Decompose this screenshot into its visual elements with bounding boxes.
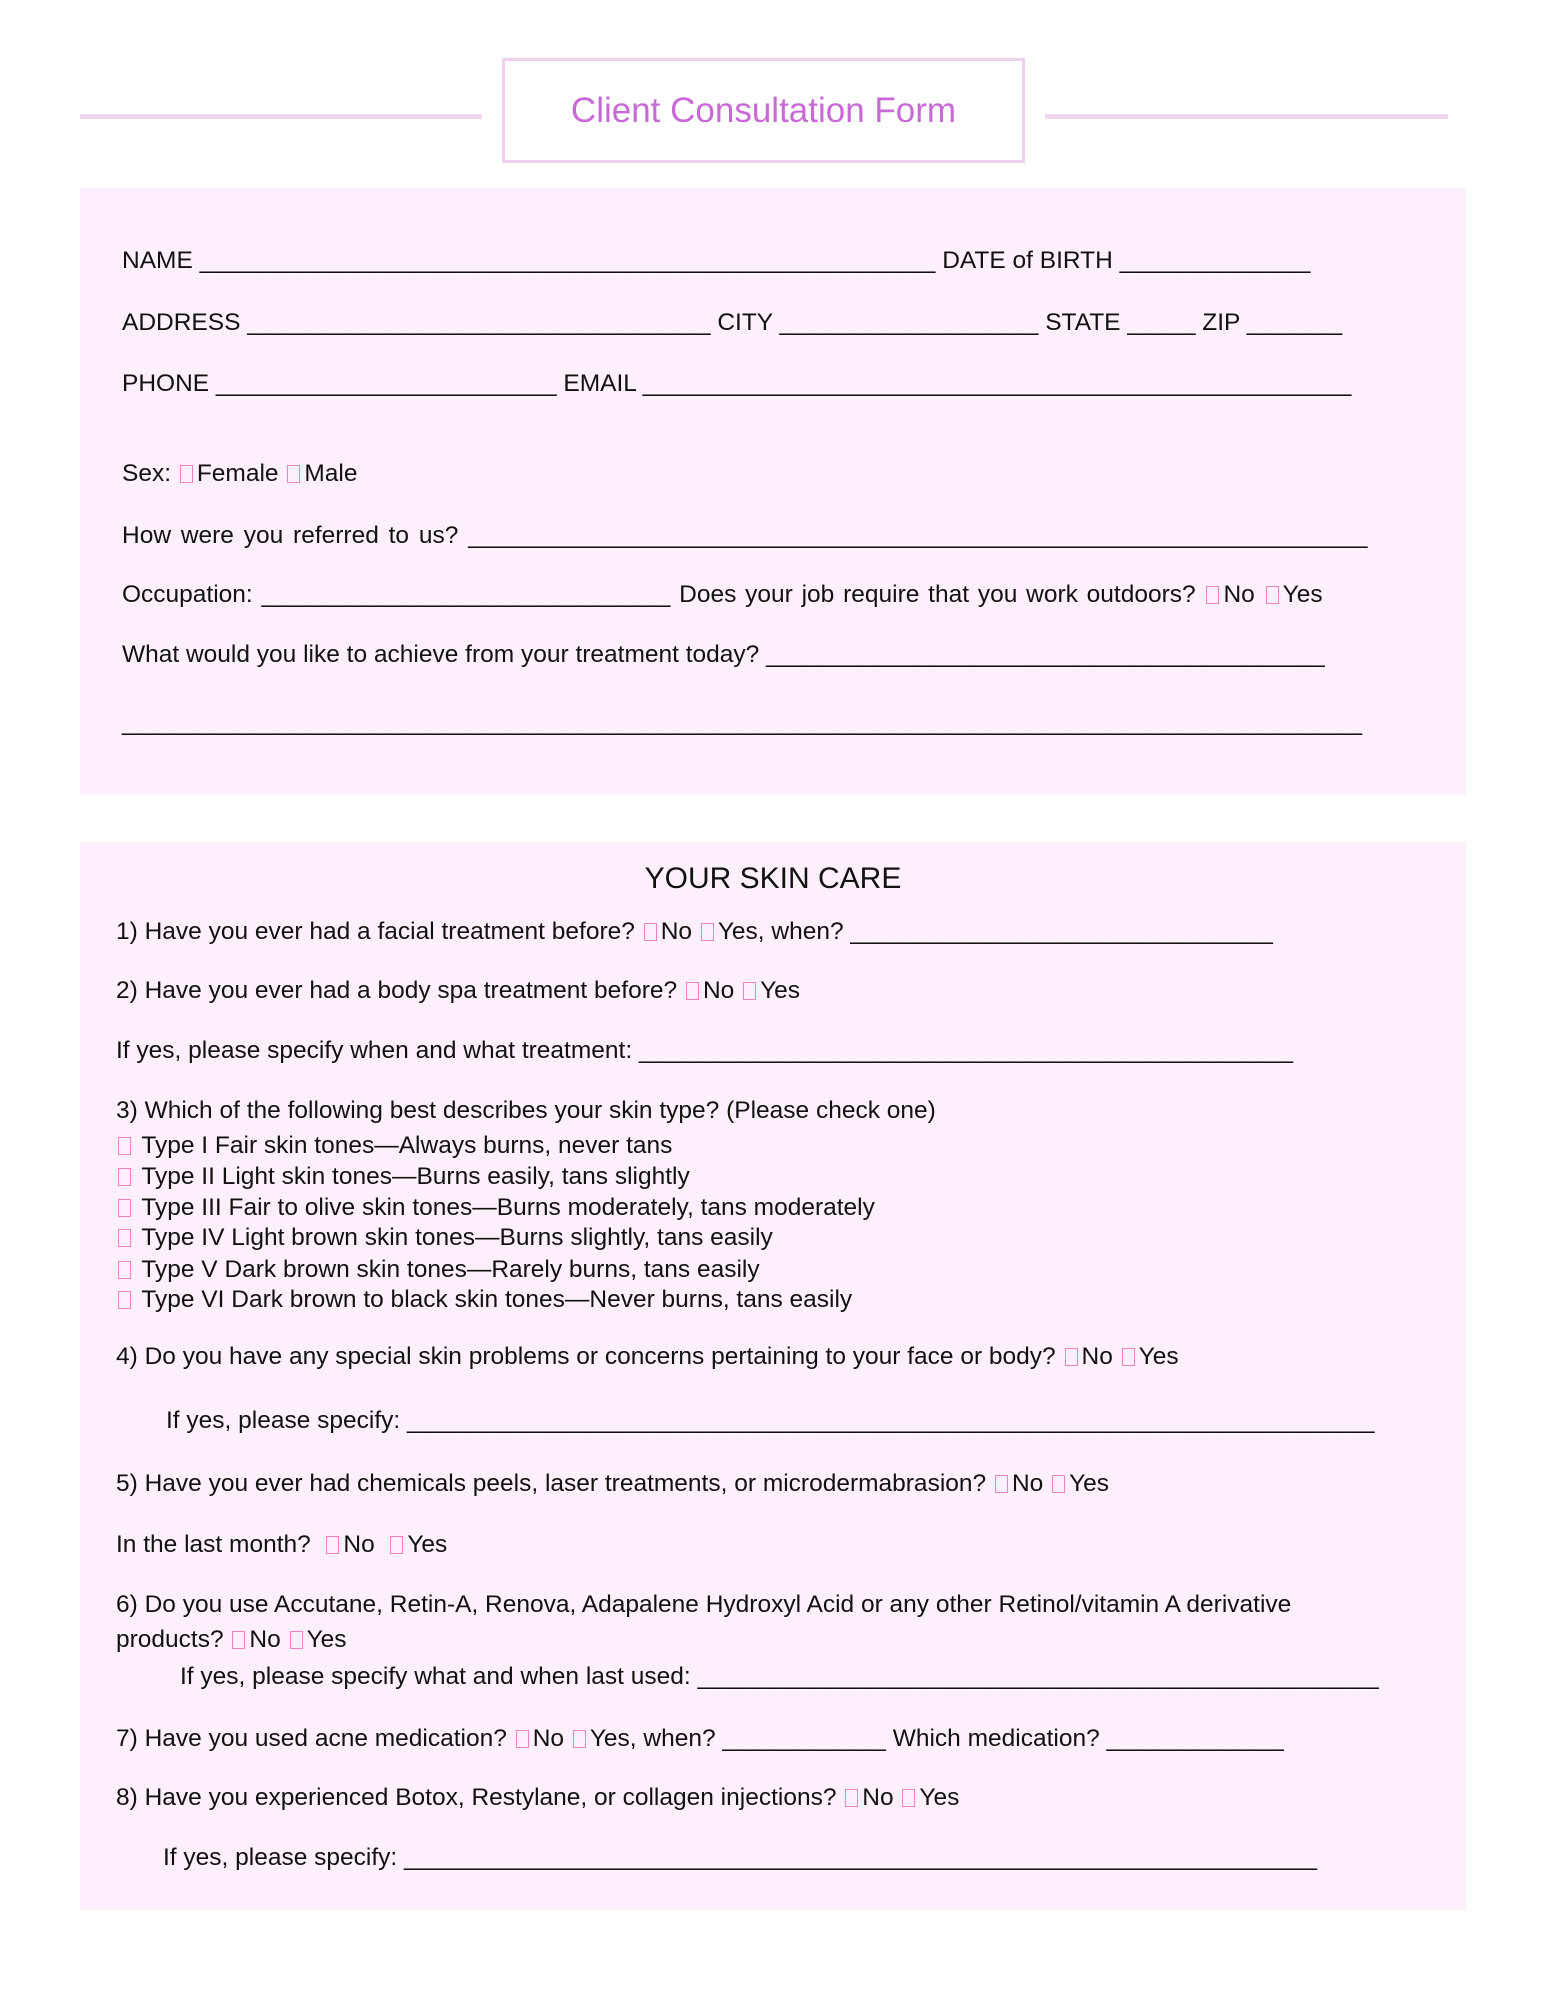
q1-text: 1) Have you ever had a facial treatment before?	[116, 918, 635, 945]
skin-type-option[interactable]	[116, 1131, 672, 1161]
no-label: No	[702, 977, 735, 1004]
outdoors-no-checkbox[interactable]	[1206, 586, 1219, 604]
yes-label: Yes	[1069, 1470, 1110, 1497]
q5-yes-checkbox[interactable]	[1052, 1475, 1065, 1493]
female-label: Female	[196, 460, 279, 487]
q4-yes-checkbox[interactable]	[1122, 1348, 1135, 1366]
q1-row	[116, 917, 1273, 947]
q2-specify-field[interactable]: If yes, please specify when and what treatment: ________________________________________________	[116, 1037, 1293, 1064]
section-heading: YOUR SKIN CARE	[644, 862, 902, 895]
skin-type-checkbox[interactable]	[118, 1261, 131, 1279]
skin-type-label: Type IV Light brown skin tones—Burns slightly, tans easily	[141, 1224, 773, 1251]
q1-no-checkbox[interactable]	[644, 923, 657, 941]
q2-no-checkbox[interactable]	[686, 982, 699, 1000]
personal-info-section	[80, 188, 1466, 795]
skin-type-checkbox[interactable]	[118, 1229, 131, 1247]
header-rule-left	[80, 114, 482, 119]
skin-type-label: Type III Fair to olive skin tones—Burns moderately, tans moderately	[141, 1194, 875, 1221]
skin-type-label: Type I Fair skin tones—Always burns, never tans	[141, 1132, 673, 1159]
no-label: No	[1081, 1343, 1113, 1370]
no-label: No	[532, 1725, 565, 1752]
q4-row	[116, 1342, 1179, 1372]
no-label: No	[249, 1626, 281, 1653]
skin-type-option[interactable]	[116, 1193, 875, 1223]
q5-month-no-checkbox[interactable]	[326, 1536, 339, 1554]
q5-month-row	[116, 1530, 447, 1560]
q6-no-checkbox[interactable]	[232, 1631, 245, 1649]
occupation-field[interactable]: Occupation: ______________________________ Does your job require that you work outdoors?	[122, 581, 1196, 608]
skin-type-label: Type V Dark brown skin tones—Rarely burns, tans easily	[141, 1256, 760, 1283]
female-checkbox[interactable]	[180, 465, 193, 483]
q8-specify-field[interactable]: If yes, please specify: ___________________________________________________________________	[163, 1844, 1317, 1871]
yes-label: Yes	[1138, 1343, 1179, 1370]
skin-type-checkbox[interactable]	[118, 1291, 131, 1309]
skin-type-checkbox[interactable]	[118, 1137, 131, 1155]
q7-yes-checkbox[interactable]	[573, 1730, 586, 1748]
q2-yes-checkbox[interactable]	[743, 982, 756, 1000]
q5-month-text: In the last month?	[116, 1531, 311, 1558]
q2-row	[116, 976, 800, 1006]
q5-no-checkbox[interactable]	[995, 1475, 1008, 1493]
q6-yes-checkbox[interactable]	[290, 1631, 303, 1649]
form-title: Client Consultation Form	[570, 90, 957, 130]
q7-when-which-field[interactable]: Yes, when? ____________ Which medication? _____________	[589, 1725, 1284, 1752]
q8-row	[116, 1783, 959, 1813]
q4-no-checkbox[interactable]	[1065, 1348, 1078, 1366]
q6-specify-field[interactable]: If yes, please specify what and when last used: __________________________________________________	[180, 1663, 1379, 1690]
yes-label: Yes	[407, 1531, 448, 1558]
skin-type-label: Type VI Dark brown to black skin tones—Never burns, tans easily	[141, 1286, 853, 1313]
q6-text: 6) Do you use Accutane, Retin-A, Renova, Adapalene Hydroxyl Acid or any other Retinol/vitamin A derivative	[116, 1591, 1292, 1618]
sex-row	[122, 459, 357, 489]
name-dob-field[interactable]: NAME ______________________________________________________ DATE of BIRTH ______________	[122, 247, 1311, 274]
q8-text: 8) Have you experienced Botox, Restylane, or collagen injections?	[116, 1784, 837, 1811]
q1-yes-checkbox[interactable]	[701, 923, 714, 941]
referral-field[interactable]: How were you referred to us? __________________________________________________________________	[122, 522, 1368, 549]
phone-email-field[interactable]: PHONE _________________________ EMAIL ____________________________________________________	[122, 370, 1352, 397]
header-rule-right	[1045, 114, 1448, 119]
no-label: No	[343, 1531, 375, 1558]
skin-type-option[interactable]	[116, 1255, 760, 1285]
yes-label: Yes	[306, 1626, 347, 1653]
treatment-goal-line-2[interactable]: ___________________________________________________________________________________________	[122, 709, 1362, 736]
q6-text-cont: products?	[116, 1626, 224, 1653]
q4-text: 4) Do you have any special skin problems or concerns pertaining to your face or body?	[116, 1343, 1056, 1370]
address-field[interactable]: ADDRESS __________________________________ CITY ___________________ STATE _____ ZIP _______	[122, 309, 1343, 336]
outdoors-yes-checkbox[interactable]	[1266, 586, 1279, 604]
q5-text: 5) Have you ever had chemicals peels, laser treatments, or microdermabrasion?	[116, 1470, 987, 1497]
q7-no-checkbox[interactable]	[516, 1730, 529, 1748]
yes-label: Yes	[919, 1784, 960, 1811]
skin-type-option[interactable]	[116, 1285, 852, 1315]
q5-row	[116, 1469, 1109, 1499]
q6-row	[116, 1625, 347, 1655]
no-label: No	[862, 1784, 894, 1811]
no-label: No	[1011, 1470, 1044, 1497]
skin-care-section	[80, 842, 1466, 1910]
skin-type-option[interactable]	[116, 1162, 690, 1192]
q7-row	[116, 1724, 1284, 1754]
sex-label: Sex:	[122, 460, 172, 487]
yes-label: Yes	[760, 977, 801, 1004]
skin-type-checkbox[interactable]	[118, 1199, 131, 1217]
q2-text: 2) Have you ever had a body spa treatment before?	[116, 977, 678, 1004]
q8-yes-checkbox[interactable]	[902, 1789, 915, 1807]
skin-type-label: Type II Light skin tones—Burns easily, tans slightly	[141, 1163, 690, 1190]
q7-text: 7) Have you used acne medication?	[116, 1725, 507, 1752]
title-box	[502, 58, 1025, 163]
q8-no-checkbox[interactable]	[845, 1789, 858, 1807]
yes-label: Yes	[1282, 581, 1323, 608]
occupation-row	[122, 580, 1323, 610]
male-checkbox[interactable]	[287, 465, 300, 483]
male-label: Male	[304, 460, 358, 487]
no-label: No	[1223, 581, 1255, 608]
q4-specify-field[interactable]: If yes, please specify: _______________________________________________________________________	[166, 1407, 1375, 1434]
q5-month-yes-checkbox[interactable]	[390, 1536, 403, 1554]
skin-type-checkbox[interactable]	[118, 1168, 131, 1186]
q1-yes-when-field[interactable]: Yes, when? _______________________________	[717, 918, 1273, 945]
no-label: No	[660, 918, 693, 945]
treatment-goal-field[interactable]: What would you like to achieve from your treatment today? _________________________________________	[122, 641, 1325, 668]
q3-text: 3) Which of the following best describes your skin type? (Please check one)	[116, 1097, 936, 1124]
skin-type-option[interactable]	[116, 1223, 773, 1253]
